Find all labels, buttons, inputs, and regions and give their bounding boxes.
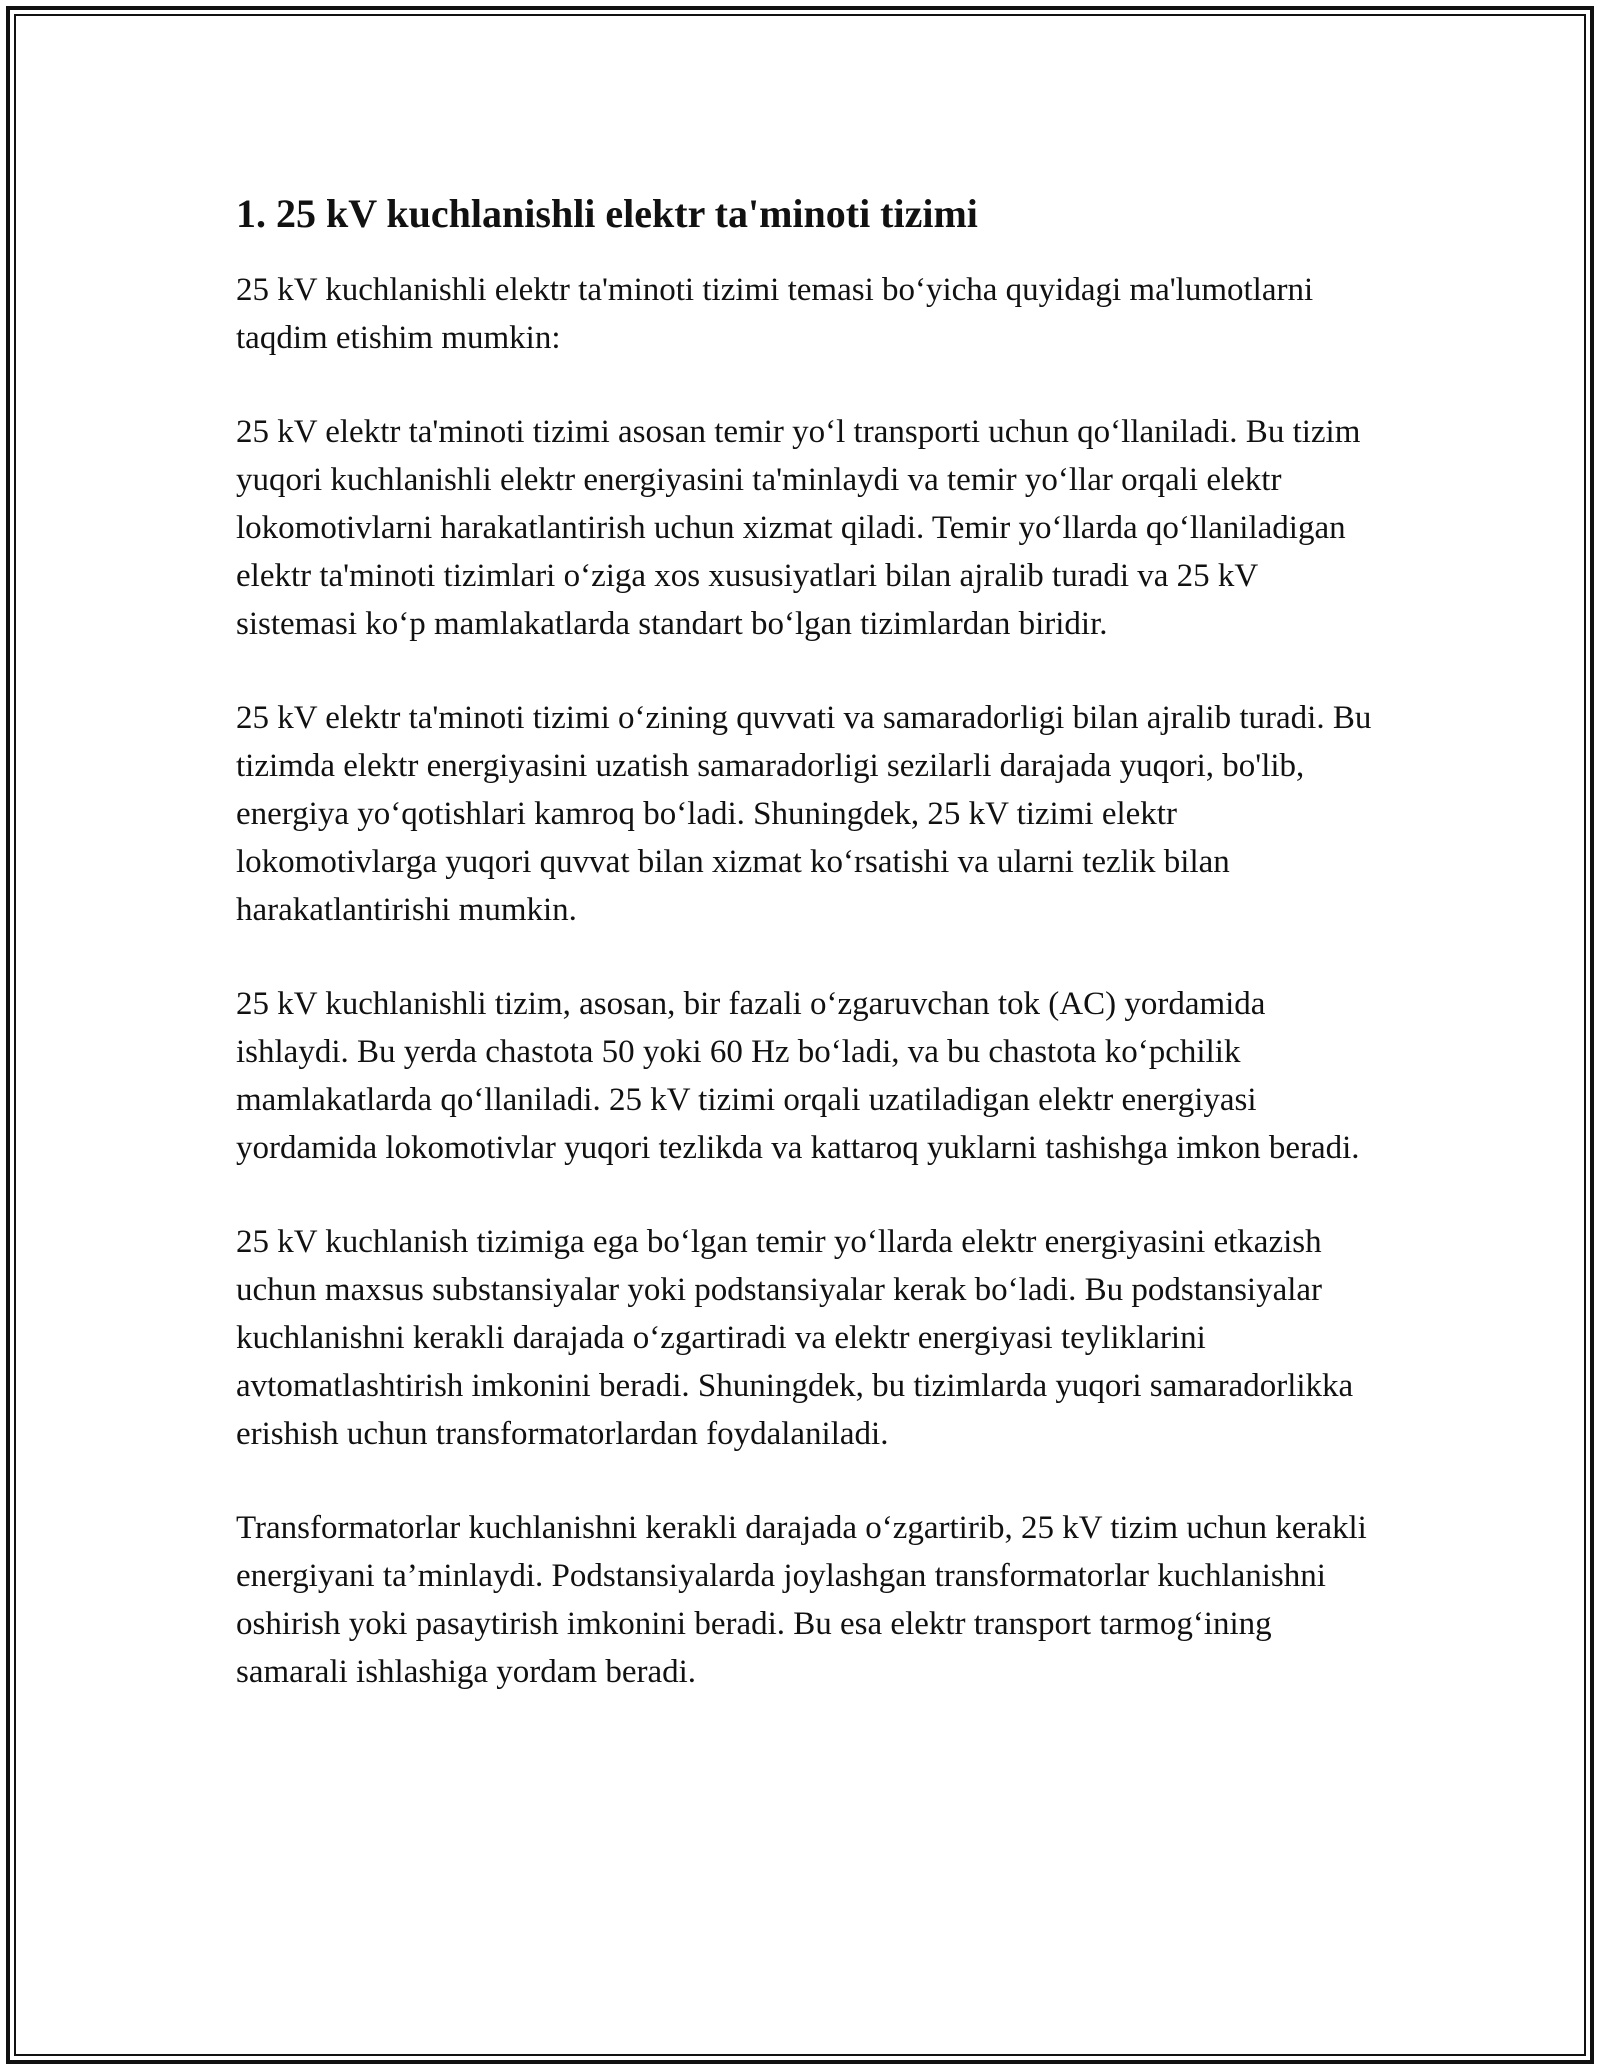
paragraph-substations: 25 kV kuchlanish tizimiga ega bo‘lgan temir yo‘llarda elektr energiyasini etkazish uchun maxsus substansiyalar yoki podstansiyalar kerak bo‘ladi. Bu podstansiyalar kuchlanishni kerakli darajada o‘zgartiradi va elektr energiyasi teyliklarini avtomatlashtirish imkonini beradi. Shuningdek, bu tizimlarda yuqori samaradorlikka erishish uchun transformatorlardan foydalaniladi. bbox=[236, 1224, 1354, 1452]
paragraph-ac-frequency: 25 kV kuchlanishli tizim, asosan, bir fazali o‘zgaruvchan tok (AC) yordamida ishlaydi. Bu yerda chastota 50 yoki 60 Hz bo‘ladi, va bu chastota ko‘pchilik mamlakatlarda qo‘llaniladi. 25 kV tizimi orqali uzatiladigan elektr energiyasi yordamida lokomotivlar yuqori tezlikda va kattaroq yuklarni tashishga imkon beradi. bbox=[236, 986, 1360, 1166]
document-title: 1. 25 kV kuchlanishli elektr ta'minoti tizimi bbox=[236, 191, 978, 236]
paragraph-usage: 25 kV elektr ta'minoti tizimi asosan temir yo‘l transporti uchun qo‘llaniladi. Bu tizim yuqori kuchlanishli elektr energiyasini ta'minlaydi va temir yo‘llar orqali elektr lokomotivlarni harakatlantirish uchun xizmat qiladi. Temir yo‘llarda qo‘llaniladigan elektr ta'minoti tizimlari o‘ziga xos xususiyatlari bilan ajralib turadi va 25 kV sistemasi ko‘p mamlakatlarda standart bo‘lgan tizimlardan biridir. bbox=[236, 414, 1361, 642]
document-body bbox=[236, 186, 1376, 1696]
paragraph-efficiency: 25 kV elektr ta'minoti tizimi o‘zining quvvati va samaradorligi bilan ajralib turadi. Bu tizimda elektr energiyasini uzatish samaradorligi sezilarli darajada yuqori, bo'lib, energiya yo‘qotishlari kamroq bo‘ladi. Shuningdek, 25 kV tizimi elektr lokomotivlarga yuqori quvvat bilan xizmat ko‘rsatishi va ularni tezlik bilan harakatlantirishi mumkin. bbox=[236, 700, 1372, 928]
paragraph-transformers: Transformatorlar kuchlanishni kerakli darajada o‘zgartirib, 25 kV tizim uchun kerakli energiyani ta’minlaydi. Podstansiyalarda joylashgan transformatorlar kuchlanishni oshirish yoki pasaytirish imkonini beradi. Bu esa elektr transport tarmog‘ining samarali ishlashiga yordam beradi. bbox=[236, 1510, 1367, 1690]
intro-paragraph: 25 kV kuchlanishli elektr ta'minoti tizimi temasi bo‘yicha quyidagi ma'lumotlarni taqdim etishim mumkin: bbox=[236, 272, 1314, 356]
